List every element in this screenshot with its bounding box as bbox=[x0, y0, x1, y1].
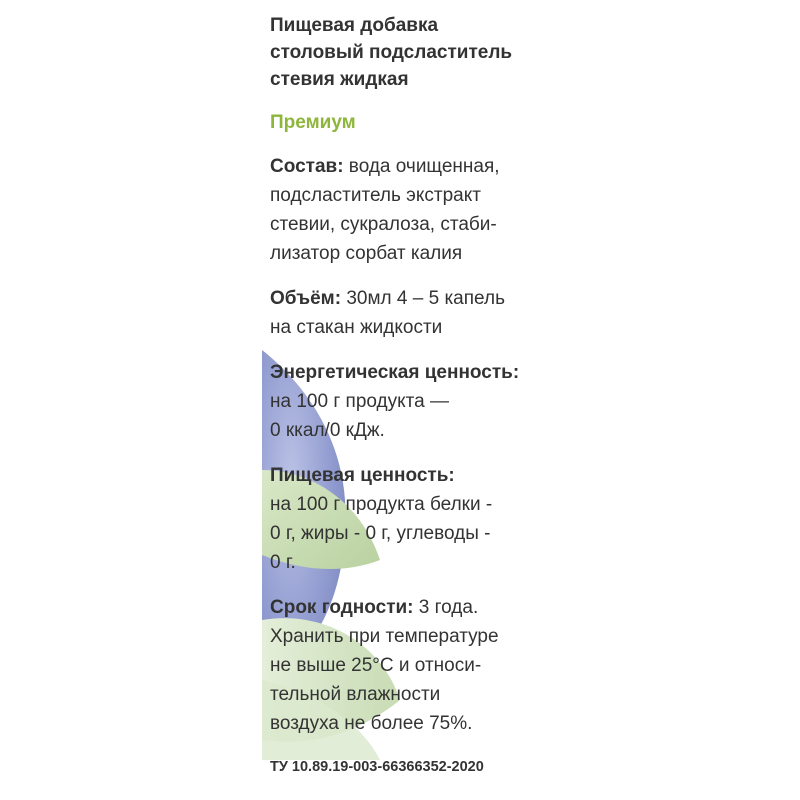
shelf-life-first-line bbox=[270, 593, 545, 622]
composition-section bbox=[270, 152, 545, 268]
composition-line: стевии, сукралоза, стаби- bbox=[270, 214, 497, 235]
energy-line: 0 ккал/0 кДж. bbox=[270, 420, 385, 441]
composition-first-line bbox=[270, 152, 545, 181]
shelf-life-line: воздуха не более 75%. bbox=[270, 713, 473, 734]
nutrition-section bbox=[270, 461, 545, 577]
shelf-life-line: не выше 25°С и относи- bbox=[270, 655, 482, 676]
nutrition-line: 0 г. bbox=[270, 552, 296, 573]
shelf-life-section bbox=[270, 593, 545, 738]
shelf-life-label: Срок годности: bbox=[270, 597, 414, 618]
composition-line: лизатор сорбат калия bbox=[270, 243, 463, 264]
volume-label: Объём: bbox=[270, 288, 342, 309]
volume-line: на стакан жидкости bbox=[270, 317, 443, 338]
volume-first-line bbox=[270, 284, 545, 313]
composition-label: Состав: bbox=[270, 156, 344, 177]
volume-text: 30мл 4 – 5 капель bbox=[341, 288, 505, 309]
product-title-line: Пищевая добавка bbox=[270, 15, 439, 36]
tu-standard-code: ТУ 10.89.19-003-66366352-2020 bbox=[270, 759, 484, 775]
product-title-line: стевия жидкая bbox=[270, 69, 409, 90]
label-text-column bbox=[270, 12, 545, 738]
product-title bbox=[270, 12, 545, 93]
volume-section bbox=[270, 284, 545, 342]
nutrition-line: 0 г, жиры - 0 г, углеводы - bbox=[270, 523, 491, 544]
shelf-life-line: Хранить при температуре bbox=[270, 626, 499, 647]
shelf-life-line: тельной влажности bbox=[270, 684, 441, 705]
composition-line: подсластитель экстракт bbox=[270, 185, 481, 206]
energy-label: Энергетическая ценность: bbox=[270, 362, 520, 383]
composition-text: вода очищенная, bbox=[343, 156, 500, 177]
shelf-life-text: 3 года. bbox=[413, 597, 479, 618]
premium-badge: Премиум bbox=[270, 112, 356, 133]
nutrition-line: на 100 г продукта белки - bbox=[270, 494, 493, 515]
nutrition-label: Пищевая ценность: bbox=[270, 465, 455, 486]
product-title-line: столовый подсластитель bbox=[270, 42, 513, 63]
energy-section bbox=[270, 358, 545, 445]
energy-line: на 100 г продукта — bbox=[270, 391, 449, 412]
